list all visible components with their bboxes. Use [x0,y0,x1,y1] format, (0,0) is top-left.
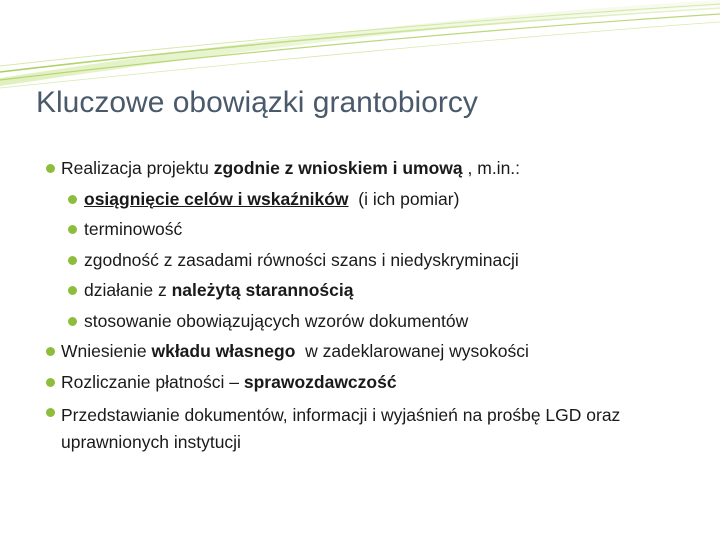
list-item [46,402,671,456]
item-text: Rozliczanie płatności – [61,371,244,392]
bullet-icon [46,164,55,173]
item-text: działanie z [84,280,172,300]
bullet-icon [68,225,77,234]
item-text: (i ich pomiar) [348,188,460,209]
list-item [46,311,696,331]
bullet-icon [46,347,55,356]
item-text: zgodność z zasadami równości szans i niedyskryminacji [84,249,519,270]
bullet-icon [68,256,77,265]
item-text: Realizacja projektu [61,158,214,178]
list-item [46,372,696,392]
list-item [46,280,696,300]
bullet-icon [46,408,55,417]
bullet-icon [68,317,77,326]
item-text: w zadeklarowanej wysokości [295,341,529,361]
item-text: stosowanie obowiązujących wzorów dokumentów [84,310,469,331]
list-item [46,189,696,209]
item-text-bold-underlined: osiągnięcie celów i wskaźników [84,188,349,209]
list-item [46,250,696,270]
item-text-bold: sprawozdawczość [243,371,397,392]
item-text: terminowość [84,219,183,239]
bullet-icon [68,195,77,204]
item-text: Przedstawianie dokumentów, informacji i wyjaśnień na prośbę LGD oraz uprawnionych instytucji [61,405,621,452]
bullet-list [46,158,696,467]
item-text: Wniesienie [61,341,152,361]
list-item [46,219,696,239]
list-item [46,158,696,178]
item-text-bold: należytą starannością [171,280,354,300]
list-item [46,341,696,361]
item-text-bold: zgodnie z wnioskiem i umową [213,158,463,178]
item-text-bold: wkładu własnego [151,341,296,361]
slide-title: Kluczowe obowiązki grantobiorcy [36,86,478,119]
bullet-icon [68,286,77,295]
item-text: , m.in.: [462,158,521,178]
decorative-swoosh [0,0,720,100]
bullet-icon [46,378,55,387]
